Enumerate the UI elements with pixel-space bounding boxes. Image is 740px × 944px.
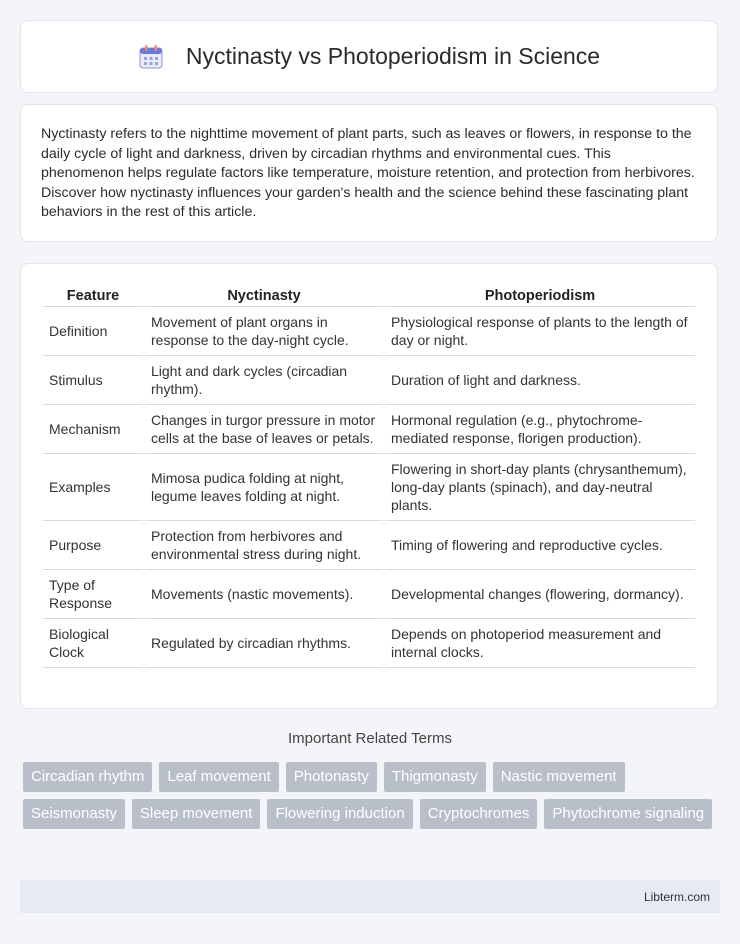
header-feature: Feature <box>43 284 143 307</box>
page-title: Nyctinasty vs Photoperiodism in Science <box>185 43 601 69</box>
feature-cell: Purpose <box>43 521 143 570</box>
nyctinasty-cell: Movement of plant organs in response to the day-night cycle. <box>145 307 383 356</box>
nyctinasty-cell: Protection from herbivores and environmental stress during night. <box>145 521 383 570</box>
table-row <box>43 570 695 619</box>
related-term-tag[interactable]: Phytochrome signaling <box>544 799 712 829</box>
table-header-row <box>43 284 695 307</box>
related-term-tag[interactable]: Seismonasty <box>23 799 125 829</box>
table-row <box>43 521 695 570</box>
photoperiodism-cell: Duration of light and darkness. <box>385 356 695 405</box>
footer-brand-link[interactable]: Libterm.com <box>643 889 710 904</box>
table-row <box>43 307 695 356</box>
feature-cell: Biological Clock <box>43 619 143 668</box>
comparison-card <box>20 263 718 709</box>
photoperiodism-cell: Flowering in short-day plants (chrysanthemum), long-day plants (spinach), and day-neutral plants. <box>385 454 695 521</box>
header-card <box>20 20 718 93</box>
table-row <box>43 405 695 454</box>
related-term-tag[interactable]: Nastic movement <box>493 762 625 792</box>
nyctinasty-cell: Movements (nastic movements). <box>145 570 383 619</box>
nyctinasty-cell: Regulated by circadian rhythms. <box>145 619 383 668</box>
header-nyctinasty: Nyctinasty <box>145 284 383 307</box>
table-row <box>43 454 695 521</box>
intro-paragraph: Nyctinasty refers to the nighttime movement of plant parts, such as leaves or flowers, in response to the daily cycle of light and darkness, driven by circadian rhythms and environmental cues. This phenomenon helps regulate factors like temperature, moisture retention, and protection from herbivores. Discover how nyctinasty influences your garden's health and the science behind these fascinating plant behaviors in the rest of this article. <box>41 126 695 220</box>
feature-cell: Type of Response <box>43 570 143 619</box>
related-term-tag[interactable]: Cryptochromes <box>420 799 538 829</box>
photoperiodism-cell: Developmental changes (flowering, dormancy). <box>385 570 695 619</box>
header-photoperiodism: Photoperiodism <box>385 284 695 307</box>
related-term-tag[interactable]: Photonasty <box>286 762 377 792</box>
related-term-tag[interactable]: Circadian rhythm <box>23 762 152 792</box>
related-term-tag[interactable]: Thigmonasty <box>384 762 486 792</box>
nyctinasty-cell: Changes in turgor pressure in motor cells at the base of leaves or petals. <box>145 405 383 454</box>
feature-cell: Stimulus <box>43 356 143 405</box>
comparison-table <box>41 284 697 668</box>
intro-card <box>20 104 718 242</box>
photoperiodism-cell: Depends on photoperiod measurement and internal clocks. <box>385 619 695 668</box>
photoperiodism-cell: Timing of flowering and reproductive cycles. <box>385 521 695 570</box>
related-terms-list <box>23 762 723 836</box>
related-term-tag[interactable]: Sleep movement <box>132 799 261 829</box>
photoperiodism-cell: Physiological response of plants to the length of day or night. <box>385 307 695 356</box>
photoperiodism-cell: Hormonal regulation (e.g., phytochrome-mediated response, florigen production). <box>385 405 695 454</box>
feature-cell: Mechanism <box>43 405 143 454</box>
feature-cell: Examples <box>43 454 143 521</box>
feature-cell: Definition <box>43 307 143 356</box>
table-row <box>43 619 695 668</box>
footer <box>20 880 720 913</box>
related-term-tag[interactable]: Leaf movement <box>159 762 278 792</box>
related-term-tag[interactable]: Flowering induction <box>267 799 412 829</box>
nyctinasty-cell: Light and dark cycles (circadian rhythm). <box>145 356 383 405</box>
related-terms-title: Important Related Terms <box>288 730 452 747</box>
nyctinasty-cell: Mimosa pudica folding at night, legume leaves folding at night. <box>145 454 383 521</box>
calendar-icon <box>138 44 164 70</box>
table-row <box>43 356 695 405</box>
